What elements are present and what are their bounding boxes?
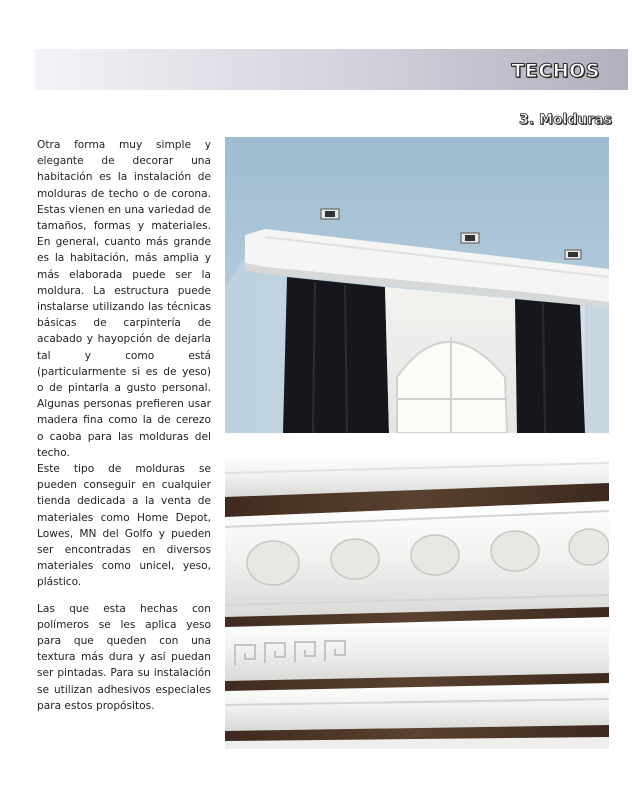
- photo-crown-molding-window: [225, 137, 609, 433]
- text-column-top: [37, 137, 211, 471]
- paragraph: Las que esta hechas con polímeros se les aplica yeso para que queden con una textura más dura y así puedan ser pintadas. Para su instalación se utilizan adhesivos especiales para estos propósitos.: [37, 602, 211, 712]
- paragraph: Otra forma muy simple y elegante de decorar una habitación es la instalación de molduras de techo o de corona. Estas vienen en una variedad de tamaños, formas y materiales. En general, cuanto más grande es la habitación, más amplia y más elaborada puede ser la moldura. La estructura puede instalarse utilizando las técnicas básicas de carpintería de acabado y hayopción de dejarla tal y como está (particularmente si es de yeso) o de pintarla a gusto personal. Algunas personas prefieren usar madera fina como la de cerezo o caoba para las molduras del techo.: [37, 139, 211, 459]
- header-band: [35, 49, 628, 90]
- section-title: 3. Molduras: [519, 112, 612, 128]
- photo-molding-samples: [225, 455, 609, 749]
- page-title: TECHOS: [511, 60, 600, 82]
- text-column-bottom: [37, 461, 211, 724]
- paragraph: Este tipo de molduras se pueden conseguir en cualquier tienda dedicada a la venta de materiales como Home Depot, Lowes, MN del Golfo y pueden ser encontradas en diversos materiales como unicel, yeso, plástico.: [37, 463, 211, 589]
